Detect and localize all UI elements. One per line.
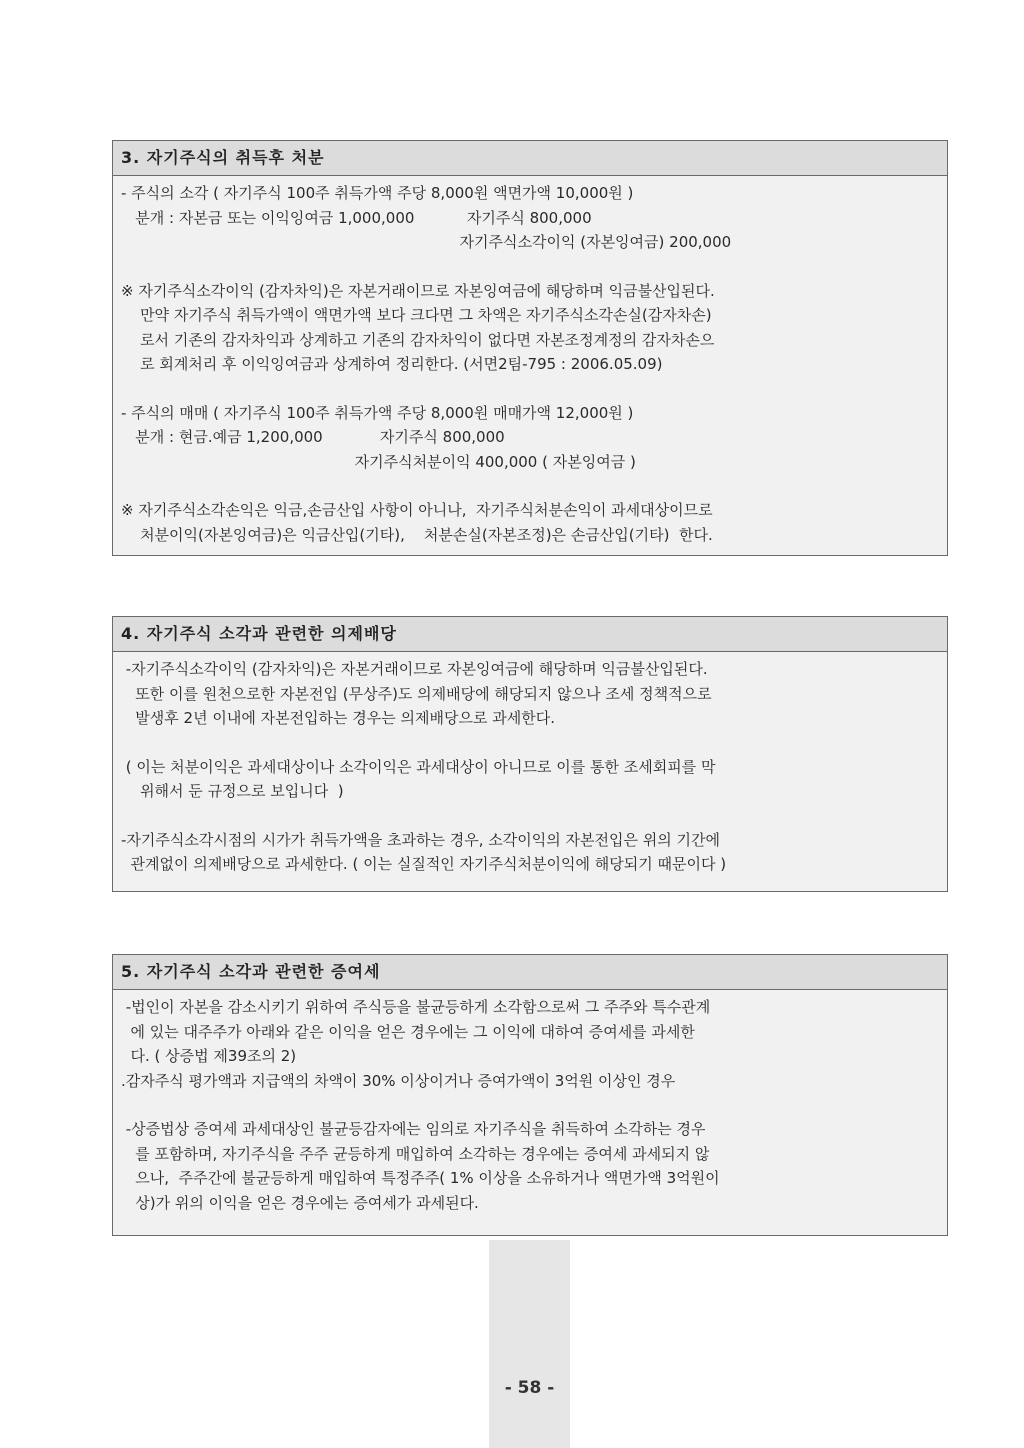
section3-line: 자기주식소각이익 (자본잉여금) 200,000: [121, 233, 732, 251]
section4-line: 발생후 2년 이내에 자본전입하는 경우는 의제배당으로 과세한다.: [121, 709, 555, 727]
section4-line: -자기주식소각시점의 시가가 취득가액을 초과하는 경우, 소각이익의 자본전입은 위의 기간에: [121, 830, 720, 849]
section-3-title: 3. 자기주식의 취득후 처분: [113, 141, 947, 176]
section3-line: 분개 : 자본금 또는 이익잉여금 1,000,000 자기주식 800,000: [121, 208, 592, 227]
section5-line: 상)가 위의 이익을 얻은 경우에는 증여세가 과세된다.: [121, 1193, 479, 1212]
section3-line: 로서 기존의 감자차익과 상계하고 기존의 감자차익이 없다면 자본조정계정의 감자차손으: [121, 330, 715, 349]
section5-line: -상증법상 증여세 과세대상인 불균등감자에는 임의로 자기주식을 취득하여 소각하는 경우: [121, 1120, 706, 1138]
section3-line: 처분이익(자본잉여금)은 익금산입(기타), 처분손실(자본조정)은 손금산입(기타) 한다.: [121, 525, 713, 544]
section-5-title: 5. 자기주식 소각과 관련한 증여세: [113, 955, 947, 990]
section4-line: [121, 804, 939, 828]
section4-line: -자기주식소각이익 (감자차익)은 자본거래이므로 자본잉여금에 해당하며 익금불산입된다.: [121, 660, 708, 678]
section4-line: 또한 이를 원천으로한 자본전입 (무상주)도 의제배당에 해당되지 않으나 조세 정책적으로: [121, 684, 712, 703]
section3-line: [121, 377, 939, 401]
section3-line: ※ 자기주식소각이익 (감자차익)은 자본거래이므로 자본잉여금에 해당하며 익금불산입된다.: [121, 281, 715, 300]
section5-line: 에 있는 대주주가 아래와 같은 이익을 얻은 경우에는 그 이익에 대하여 증여세를 과세한: [121, 1022, 695, 1041]
section3-line: - 주식의 소각 ( 자기주식 100주 취득가액 주당 8,000원 액면가액 10,000원 ): [121, 184, 634, 202]
section-3-box: [112, 140, 948, 556]
section4-line: 관계없이 의제배당으로 과세한다. ( 이는 실질적인 자기주식처분이익에 해당되기 때문이다 ): [121, 855, 727, 873]
section3-line: ※ 자기주식소각손익은 익금,손금산입 사항이 아니나, 자기주식처분손익이 과세대상이므로: [121, 501, 713, 519]
section-4-body: [113, 652, 947, 877]
section4-line: ( 이는 처분이익은 과세대상이나 소각이익은 과세대상이 아니므로 이를 통한 조세회피를 막: [121, 757, 716, 776]
section-4-title: 4. 자기주식 소각과 관련한 의제배당: [113, 617, 947, 652]
section5-line: .감자주식 평가액과 지급액의 차액이 30% 이상이거나 증여가액이 3억원 이상인 경우: [121, 1071, 676, 1090]
section5-line: 다. ( 상증법 제39조의 2): [121, 1047, 297, 1065]
section3-line: [121, 474, 939, 498]
section3-line: 자기주식처분이익 400,000 ( 자본잉여금 ): [121, 452, 636, 471]
section-3-body: [113, 176, 947, 547]
section5-line: 를 포함하며, 자기주식을 주주 균등하게 매입하여 소각하는 경우에는 증여세 과세되지 않: [121, 1144, 710, 1163]
section3-line: 만약 자기주식 취득가액이 액면가액 보다 크다면 그 차액은 자기주식소각손실(감자차손): [121, 306, 712, 324]
section-5-box: [112, 954, 948, 1236]
section-5-body: [113, 990, 947, 1215]
section3-line: 분개 : 현금.예금 1,200,000 자기주식 800,000: [121, 428, 505, 446]
section5-line: [121, 1093, 939, 1117]
section3-line: [121, 255, 939, 279]
section4-line: [121, 731, 939, 755]
section5-line: 으나, 주주간에 불균등하게 매입하여 특정주주( 1% 이상을 소유하거나 액면가액 3억원이: [121, 1169, 720, 1187]
page-number-strip: [489, 1240, 570, 1448]
section3-line: 로 회계처리 후 이익잉여금과 상계하여 정리한다. (서면2팀-795 : 2006.05.09): [121, 355, 663, 373]
section3-line: - 주식의 매매 ( 자기주식 100주 취득가액 주당 8,000원 매매가액 12,000원 ): [121, 403, 634, 422]
section-4-box: [112, 616, 948, 892]
section4-line: 위해서 둔 규정으로 보입니다 ): [121, 782, 344, 800]
page-number: - 58 -: [504, 1378, 555, 1398]
section5-line: -법인이 자본을 감소시키기 위하여 주식등을 불균등하게 소각함으로써 그 주주와 특수관계: [121, 998, 711, 1016]
